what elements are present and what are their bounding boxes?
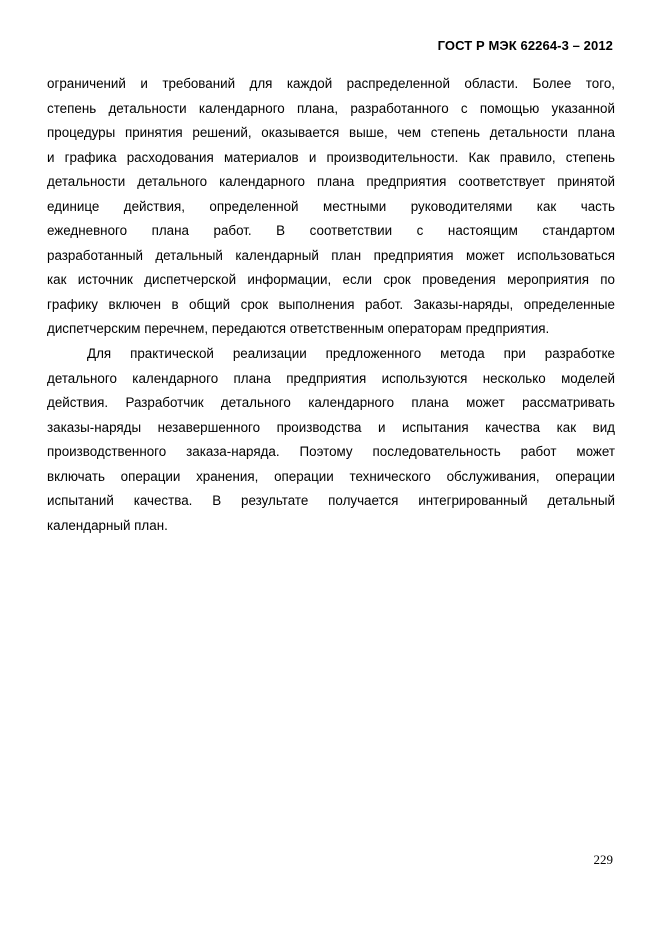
text-line: и графика расходования материалов и производительности. Как правило, степень — [47, 149, 615, 165]
text-line: заказы-наряды незавершенного производства и испытания качества как вид — [47, 419, 615, 435]
body-text — [47, 72, 615, 538]
text-line: процедуры принятия решений, оказывается выше, чем степень детальности плана — [47, 125, 615, 141]
text-line: испытаний качества. В результате получается интегрированный детальный — [47, 493, 615, 509]
text-line: как источник диспетчерской информации, если срок проведения мероприятия по — [47, 272, 615, 288]
text-line: единице действия, определенной местными руководителями как часть — [47, 198, 615, 214]
text-line: календарный план. — [47, 517, 168, 533]
text-line: разработанный детальный календарный план предприятия может использоваться — [47, 247, 615, 263]
text-line: производственного заказа-наряда. Поэтому последовательность работ может — [47, 444, 615, 460]
text-line: детальности детального календарного плана предприятия соответствует принятой — [47, 174, 615, 190]
page-number: 229 — [593, 852, 613, 867]
text-line: детального календарного плана предприятия используются несколько моделей — [47, 370, 615, 386]
text-line: диспетчерским перечнем, передаются ответственным операторам предприятия. — [47, 321, 550, 337]
paragraph-first-line: Для практической реализации предложенного метода при разработке — [87, 346, 615, 362]
text-line: ограничений и требований для каждой распределенной области. Более того, — [47, 76, 615, 91]
text-line: степень детальности календарного плана, разработанного с помощью указанной — [47, 100, 615, 116]
text-line: ежедневного плана работ. В соответствии с настоящим стандартом — [47, 223, 615, 239]
text-line: включать операции хранения, операции технического обслуживания, операции — [47, 468, 615, 484]
document-header: ГОСТ Р МЭК 62264-3 – 2012 — [437, 38, 613, 53]
text-line: графику включен в общий срок выполнения работ. Заказы-наряды, определенные — [47, 296, 615, 312]
text-line: действия. Разработчик детального календарного плана может рассматривать — [47, 395, 615, 411]
